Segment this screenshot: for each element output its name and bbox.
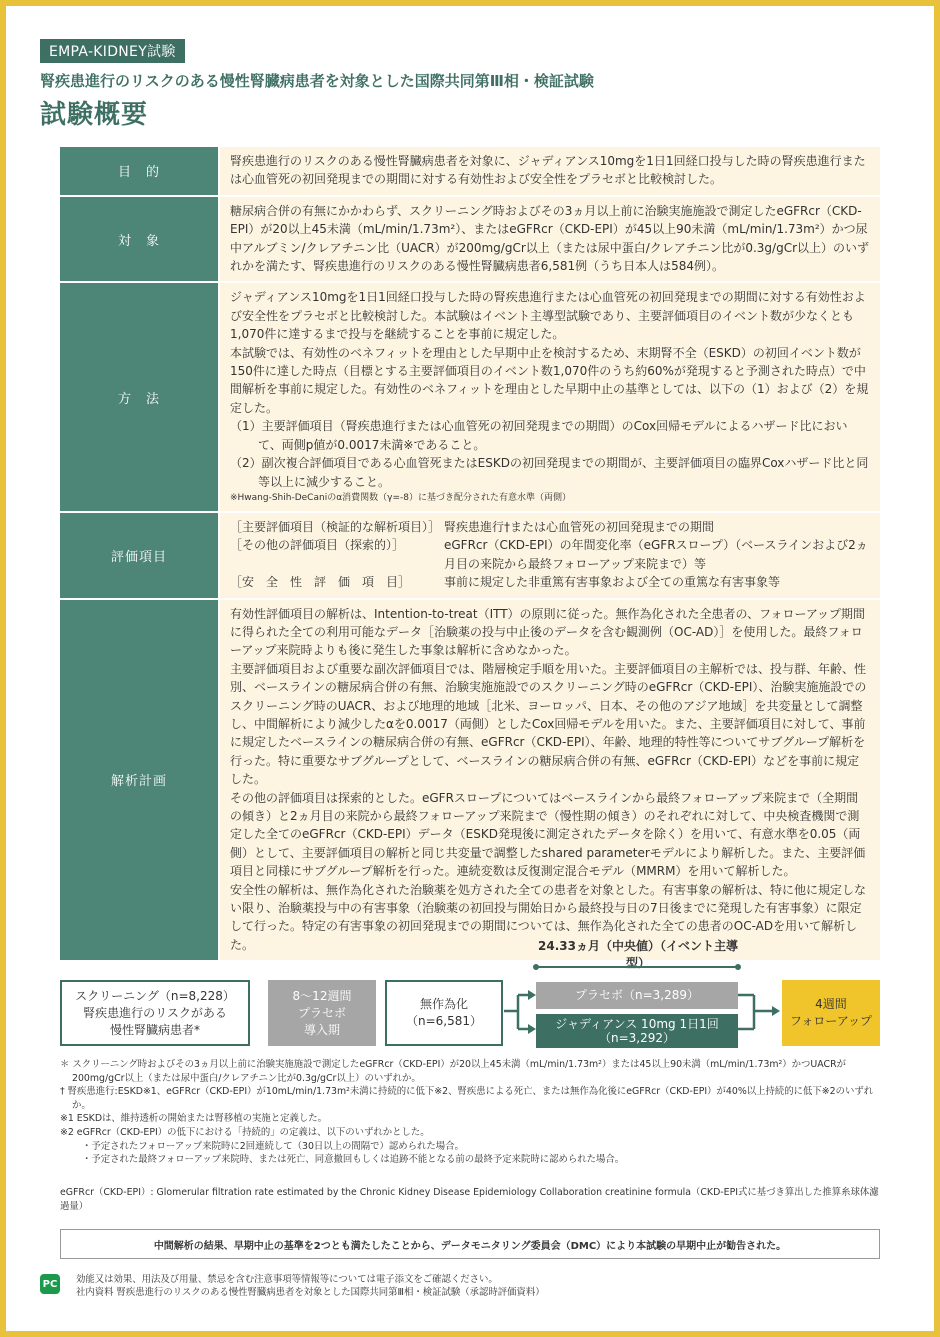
endpoint-value: 腎疾患進行†または心血管死の初回発現までの期間 [444,519,715,534]
method-criterion-2: （2）副次複合評価項目である心血管死またはESKDの初回発現までの期間が、主要評価項目の臨界Coxハザード比と同等以上に減少すること。 [230,456,869,489]
row-analysis [60,600,880,970]
endpoints-text [220,513,880,598]
runin-text: 8～12週間 プラセボ 導入期 [292,988,352,1037]
footnote-asterisk: ＊ スクリーニング時およびその3ヵ月以上前に治験実施施設で測定したeGFRcr（CKD-EPI）が20以上45未満（mL/min/1.73m²）または45以上90未満（mL/min/1.73m²）かつUACRが200mg/gCr以上（または尿中蛋白/クレアチニン比が0.3g/gCr以上）のいずれか。 [60,1059,846,1084]
endpoint-other [230,536,870,573]
followup-text: 4週間 フォローアップ [790,997,872,1028]
bottom-notes [76,1273,545,1299]
row-label-purpose: 目 的 [60,147,218,195]
row-endpoints [60,513,880,600]
footnote-2-item-2: ・予定された最終フォローアップ来院時、または死亡、同意撤回もしくは追跡不能となる前の最終予定来院時に認められた場合。 [82,1154,625,1166]
duration-bracket-end [735,964,741,970]
dmc-notice: 中間解析の結果、早期中止の基準を2つとも満たしたことから、データモニタリング委員会（DMC）により本試験の早期中止が勧告された。 [60,1229,880,1259]
subjects-paragraph: 糖尿病合併の有無にかかわらず、スクリーニング時およびその3ヵ月以上前に治験実施施設で測定したeGFRcr（CKD-EPI）が20以上45未満（mL/min/1.73m²）、またはeGFRcr（CKD-EPI）が45以上90未満（mL/min/1.73m²）かつ尿中アルブミン/クレアチニン比（UACR）が200mg/gCr以上（または尿中蛋白/クレアチニン比が0.3g/gCr以上）のいずれかを満たす、腎疾患進行のリスクのある慢性腎臓病患者6,581例（うち日本人は584例）。 [230,203,870,274]
analysis-paragraph-4: 安全性の解析は、無作為化された治験薬を処方された全ての患者を対象とした。有害事象の解析は、特に他に規定しない限り、治験薬投与中の有害事象（治験薬の初回投与開始日から最終投与日の7日後までに発現した有害事象）に限定して行った。特定の有害事象の初回発現までの期間については、無作為化された全ての患者のOC-ADを用いて解析した。 [230,882,867,952]
endpoint-value: eGFRcr（CKD-EPI）の年間変化率（eGFRスロープ）（ベースラインおよび2ヵ月目の来院から最終フォローアップ来院まで）等 [444,538,868,571]
bottom-note-2: 社内資料 腎疾患進行のリスクのある慢性腎臓病患者を対象とした国際共同第Ⅲ相・検証試験（承認時評価資料） [76,1287,545,1298]
duration-label: 24.33ヵ月（中央値）（イベント主導型） [538,939,738,970]
endpoint-safety [230,573,870,591]
analysis-paragraph-2: 主要評価項目および重要な副次評価項目では、階層検定手順を用いた。主要評価項目の主解析では、投与群、年齢、性別、ベースラインの糖尿病合併の有無、治験実施施設でのスクリーニング時のeGFRcr（CKD-EPI）、治験実施施設でのスクリーニング時のUACR、および地理的地域［北米、ヨーロッパ、日本、その他のアジア地域］を共変量として調整し、中間解析により減少したαを0.0017（両側）としたCox回帰モデルを用いた。また、主要評価項目に対して、事前に規定したベースラインの糖尿病合併の有無、eGFRcr（CKD-EPI）、年齢、地理的特性等についてサブグループ解析を行った。特に重要なサブグループとして、ベースラインの糖尿病合併の有無、eGFRcr（CKD-EPI）などを事前に規定した。 [230,661,867,787]
row-label-method: 方 法 [60,283,218,510]
placebo-arm-box [536,982,738,1009]
method-paragraph-1: ジャディアンス10mgを1日1回経口投与した時の腎疾患進行または心血管死の初回発現までの期間に対する有効性および安全性をプラセボと比較検討した。本試験はイベント主導型試験であり、主要評価項目のイベント数が少なくとも1,070件に達するまで投与を継続することを事前に規定した。 [230,290,866,342]
analysis-paragraph-1: 有効性評価項目の解析は、Intention-to-treat（ITT）の原則に従った。無作為化された全患者の、フォローアップ期間に得られた全ての利用可能なデータ［治験薬の投与中止後のデータを含む観測例（OC-AD）］を使用した。最終フォローアップ来院時よりも後に発生した事象は解析に含めなかった。 [230,606,866,658]
endpoint-key: ［主要評価項目（検証的な解析項目）］ [230,519,441,534]
endpoint-value: 事前に規定した非重篤有害事象および全ての重篤な有害事象等 [444,575,781,590]
row-label-subjects: 対 象 [60,197,218,282]
analysis-text [220,600,880,961]
footnotes [60,1058,882,1167]
endpoint-key: ［安 全 性 評 価 項 目］ [230,575,411,590]
duration-bracket-start [533,964,539,970]
runin-box [268,980,376,1046]
purpose-paragraph: 腎疾患進行のリスクのある慢性腎臓病患者を対象に、ジャディアンス10mgを1日1回経口投与した時の腎疾患進行または心血管死の初回発現までの期間に対する有効性および安全性をプラセボと比較検討した。 [230,154,866,187]
row-label-endpoints: 評価項目 [60,513,218,598]
row-subjects [60,197,880,284]
page-subtitle: 腎疾患進行のリスクのある慢性腎臓病患者を対象とした国際共同第Ⅲ相・検証試験 [40,72,594,90]
subjects-text [220,197,880,282]
analysis-paragraph-3: その他の評価項目は探索的とした。eGFRスロープについてはベースラインから最終フォローアップ来院まで（全期間の傾き）と2ヵ月目の来院から最終フォローアップ来院まで（慢性期の傾き）のそれぞれに対して、中央検査機関で測定した全てのeGFRcr（CKD-EPI）データ（ESKD発現後に測定されたデータを除く）を用いて、有意水準を0.05（両側）として、主要評価項目の解析と同じ共変量で調整したshared parameterモデルにより解析した。また、主要評価項目と同様にサブグループ解析を行った。連続変数は反復測定混合モデル（MMRM）を用いて解析した。 [230,790,866,879]
jardiance-arm-text: ジャディアンス 10mg 1日1回 （n=3,292） [555,1017,719,1045]
arrowhead-followup [772,1006,780,1016]
footnote-2-item-1: ・予定されたフォローアップ来院時に2回連続して（30日以上の間隔で）認められた場合。 [82,1140,464,1152]
row-method [60,283,880,512]
overview-table [60,147,880,962]
abbreviation-note: eGFRcr（CKD-EPI）: Glomerular filtration rate estimated by the Chronic Kidney Disease Epidemiology Collaboration creatinine formula（CKD-EPI式に基づき算出した推算糸球体濾過量） [60,1187,879,1212]
footnote-dagger: † 腎疾患進行:ESKD※1、eGFRcr（CKD-EPI）が10mL/min/1.73m²未満に持続的に低下※2、腎疾患による死亡、または無作為化後にeGFRcr（CKD-EPI）が40%以上持続的に低下※2のいずれか。 [60,1086,874,1111]
method-text [220,283,880,510]
jardiance-arm-box [536,1014,738,1048]
study-design-diagram [60,939,880,1055]
footnote-2: ※2 eGFRcr（CKD-EPI）の低下における「持続的」の定義は、以下のいずれかとした。 [60,1126,430,1138]
screening-box [60,980,250,1046]
placebo-arm-text: プラセボ（n=3,289） [574,988,699,1002]
page-title: 試験概要 [40,100,149,130]
endpoint-primary [230,518,870,536]
randomization-box [385,980,503,1046]
bottom-note-1: 効能又は効果、用法及び用量、禁忌を含む注意事項等情報等については電子添文をご確認ください。 [76,1274,498,1285]
endpoint-key: ［その他の評価項目（探索的）］ [230,538,405,553]
arrowhead-jardiance [528,1024,536,1034]
method-paragraph-2: 本試験では、有効性のベネフィットを理由とした早期中止を検討するため、末期腎不全（ESKD）の初回イベント数が150件に達した時点（目標とする主要評価項目のイベント数1,070件のうち約60%が発現すると予測された時点）で中間解析を事前に規定した。有効性のベネフィットを理由とした早期中止の基準としては、以下の（1）および（2）を規定した。 [230,345,869,415]
footnote-1: ※1 ESKDは、維持透析の開始または腎移植の実施と定義した。 [60,1113,328,1125]
randomization-text: 無作為化 （n=6,581） [405,997,482,1028]
method-note: ※Hwang-Shih-DeCaniのα消費関数（γ=-8）に基づき配分された有意水準（両側） [230,492,571,503]
screening-text: スクリーニング（n=8,228） 腎疾患進行のリスクがある 慢性腎臓病患者* [75,988,235,1037]
method-criterion-1: （1）主要評価項目（腎疾患進行または心血管死の初回発現までの期間）のCox回帰モデルによるハザード比において、両側p値が0.0017未満※であること。 [230,419,848,452]
row-purpose [60,147,880,197]
purpose-text [220,147,880,195]
row-label-analysis: 解析計画 [60,600,218,961]
pc-logo-icon: PC [40,1274,60,1294]
arrowhead-placebo [528,990,536,1000]
followup-box [782,980,880,1046]
trial-tag: EMPA-KIDNEY試験 [40,39,185,63]
